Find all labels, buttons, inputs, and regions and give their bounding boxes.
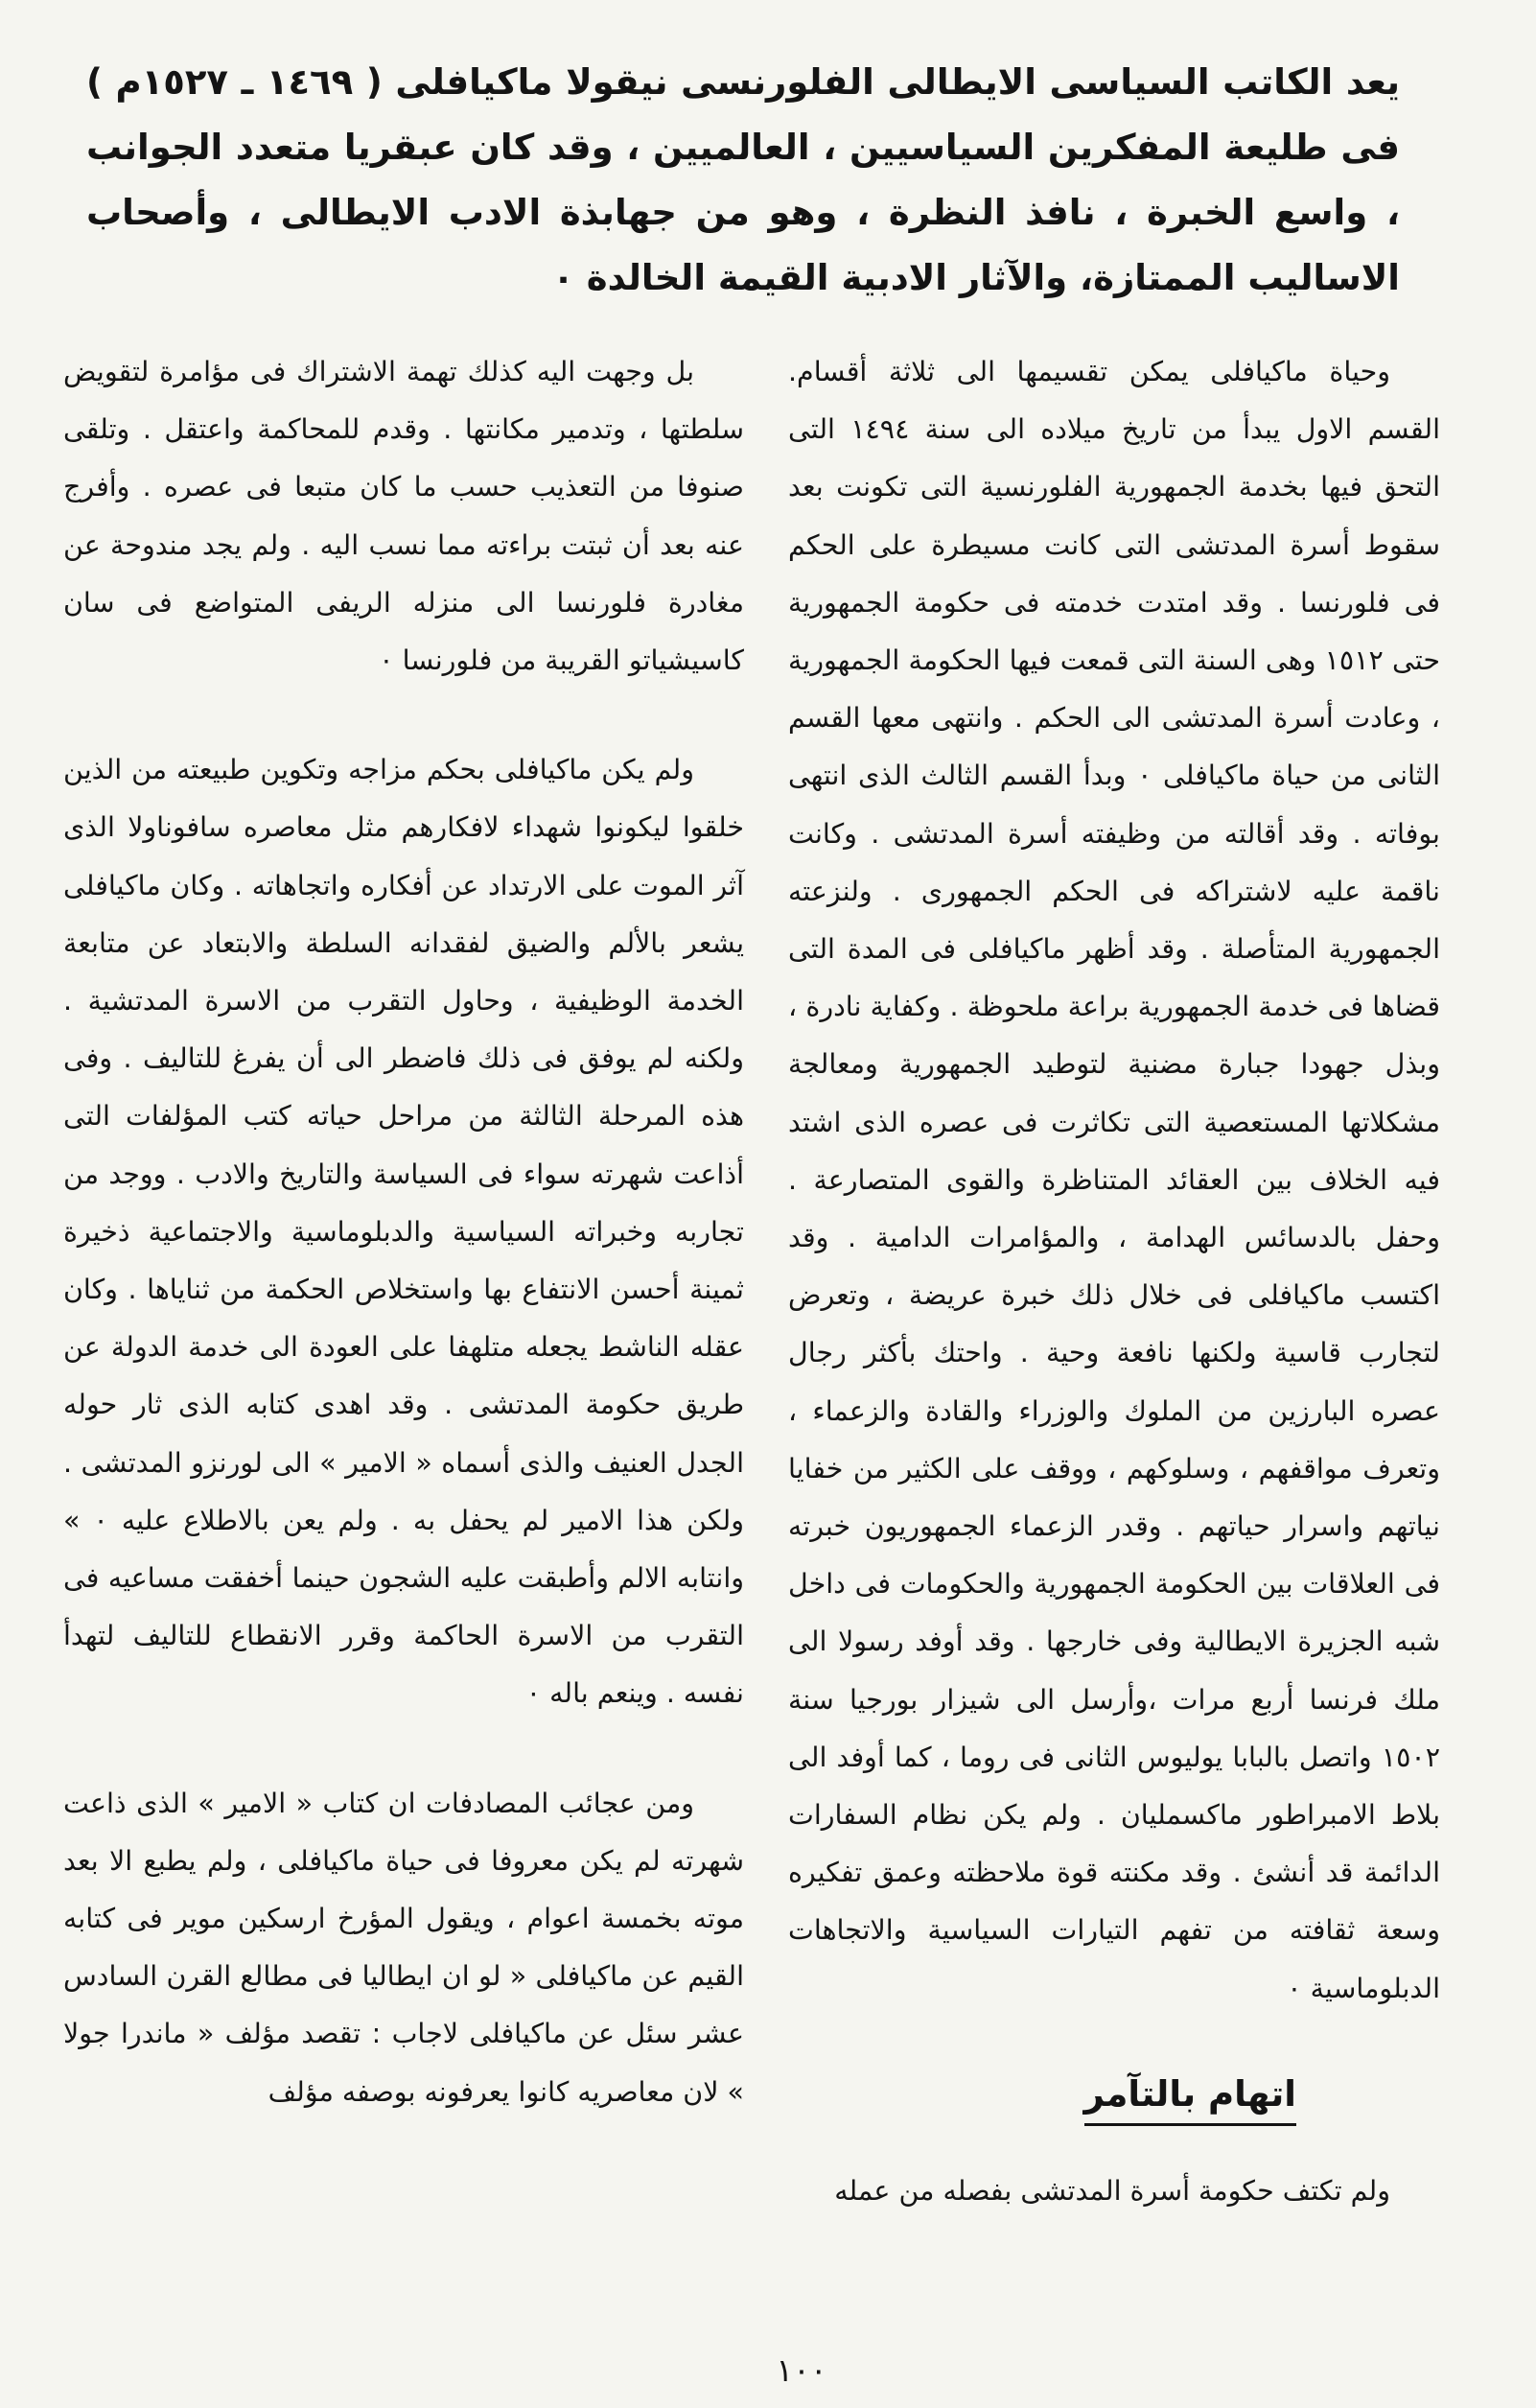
section-heading [788, 2069, 1440, 2126]
left-column-paragraph-2: ولم يكن ماكيافلى بحكم مزاجه وتكوين طبيعته من الذين خلقوا ليكونوا شهداء لافكارهم مثل معاصره سافوناولا الذى آثر الموت على الارتداد عن أفكاره واتجاهاته . وكان ماكيافلى يشعر بالألم والضيق لفقدانه السلطة والابتعاد عن متابعة الخدمة الوظيفية ، وحاول التقرب من الاسرة المدتشية . ولكنه لم يوفق فى ذلك فاضطر الى أن يفرغ للتاليف . وفى هذه المرحلة الثالثة من مراحل حياته كتب المؤلفات التى أذاعت شهرته سواء فى السياسة والتاريخ والادب . ووجد من تجاربه وخبراته السياسية والدبلوماسية والاجتماعية ذخيرة ثمينة أحسن الانتفاع بها واستخلاص الحكمة من ثناياها . وكان عقله الناشط يجعله متلهفا على العودة الى خدمة الدولة عن طريق حكومة المدتشى . وقد اهدى كتابه الذى ثار حوله الجدل العنيف والذى أسماه « الامير » الى لورنزو المدتشى . ولكن هذا الامير لم يحفل به . ولم يعن بالاطلاع عليه ٠ » وانتابه الالم وأطبقت عليه الشجون حينما أخفقت مساعيه فى التقرب من الاسرة الحاكمة وقرر الانقطاع للتاليف لتهدأ نفسه . وينعم باله ٠ [63, 754, 744, 1710]
page-number: ١٠٠ [776, 2351, 827, 2389]
section-heading-text: اتهام بالتآمر [1084, 2069, 1297, 2126]
right-column [788, 343, 1440, 2220]
right-column-paragraph-1: وحياة ماكيافلى يمكن تقسيمها الى ثلاثة أقسام. القسم الاول يبدأ من تاريخ ميلاده الى سنة ١٤٩٤ التى التحق فيها بخدمة الجمهورية الفلورنسية التى تكونت بعد سقوط أسرة المدتشى التى كانت مسيطرة على الحكم فى فلورنسا . وقد امتدت خدمته فى حكومة الجمهورية حتى ١٥١٢ وهى السنة التى قمعت فيها الحكومة الجمهورية ، وعادت أسرة المدتشى الى الحكم . وانتهى معها القسم الثانى من حياة ماكيافلى ٠ وبدأ القسم الثالث الذى انتهى بوفاته . وقد أقالته من وظيفته أسرة المدتشى . وكانت ناقمة عليه لاشتراكه فى الحكم الجمهورى . ولنزعته الجمهورية المتأصلة . وقد أظهر ماكيافلى فى المدة التى قضاها فى خدمة الجمهورية براعة ملحوظة . وكفاية نادرة ، وبذل جهودا جبارة مضنية لتوطيد الجمهورية ومعالجة مشكلاتها المستعصية التى تكاثرت فى عصره الذى اشتد فيه الخلاف بين العقائد المتناظرة والقوى المتصارعة . وحفل بالدسائس الهدامة ، والمؤامرات الدامية . وقد اكتسب ماكيافلى فى خلال ذلك خبرة عريضة ، وتعرض لتجارب قاسية ولكنها نافعة وحية . واحتك بأكثر رجال عصره البارزين من الملوك والوزراء والقادة والزعماء ، وتعرف مواقفهم ، وسلوكهم ، ووقف على الكثير من خفايا نياتهم واسرار حياتهم . وقدر الزعماء الجمهوريون خبرته فى العلاقات بين الحكومة الجمهورية والحكومات فى داخل شبه الجزيرة الايطالية وفى خارجها . وقد أوفد رسولا الى ملك فرنسا أربع مرات ،وأرسل الى شيزار بورجيا سنة ١٥٠٢ واتصل بالبابا يوليوس الثانى فى روما ، كما أوفد الى بلاط الامبراطور ماكسمليان . ولم يكن نظام السفارات الدائمة قد أنشئ . وقد مكنته قوة ملاحظته وعمق تفكيره وسعة ثقافته من تفهم التيارات السياسية والاتجاهات الدبلوماسية ٠ [788, 356, 1441, 2004]
left-column [63, 343, 744, 2121]
intro-paragraph: يعد الكاتب السياسى الايطالى الفلورنسى نيقولا ماكيافلى ( ١٤٦٩ ـ ١٥٢٧م ) فى طليعة المفكرين السياسيين ، العالميين ، وقد كان عبقريا متعدد الجوانب ، واسع الخبرة ، نافذ النظرة ، وهو من جهابذة الادب الايطالى ، وأصحاب الاساليب الممتازة، والآثار الادبية القيمة الخالدة ٠ [86, 61, 1400, 298]
left-column-paragraph-3: ومن عجائب المصادفات ان كتاب « الامير » الذى ذاعت شهرته لم يكن معروفا فى حياة ماكيافلى ، ولم يطبع الا بعد موته بخمسة اعوام ، ويقول المؤرخ ارسكين موير فى كتابه القيم عن ماكيافلى « لو ان ايطاليا فى مطالع القرن السادس عشر سئل عن ماكيافلى لاجاب : تقصد مؤلف « ماندرا جولا » لان معاصريه كانوا يعرفونه بوصفه مؤلف [63, 1787, 744, 2108]
right-column-paragraph-2: ولم تكتف حكومة أسرة المدتشى بفصله من عمله [834, 2174, 1390, 2207]
left-column-paragraph-1: بل وجهت اليه كذلك تهمة الاشتراك فى مؤامرة لتقويض سلطتها ، وتدمير مكانتها . وقدم للمحاكمة واعتقل . وتلقى صنوفا من التعذيب حسب ما كان متبعا فى عصره . وأفرج عنه بعد أن ثبتت براءته مما نسب اليه . ولم يجد مندوحة عن مغادرة فلورنسا الى منزله الريفى المتواضع فى سان كاسيشياتو القريبة من فلورنسا ٠ [63, 356, 744, 677]
